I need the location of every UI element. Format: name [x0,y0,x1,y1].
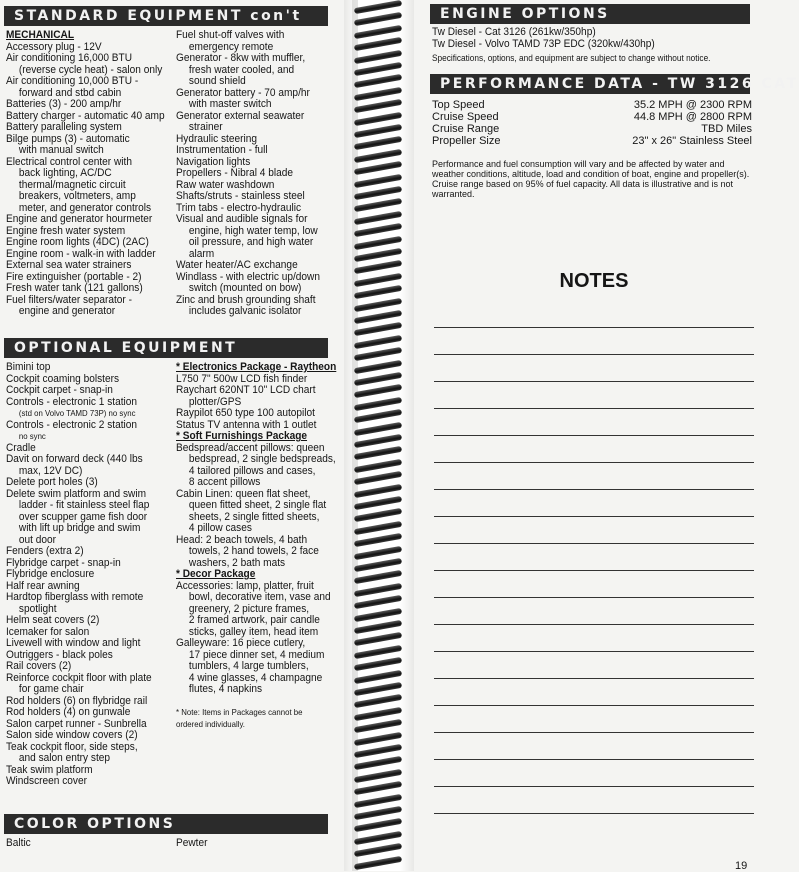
spiral-coil [354,793,402,807]
spiral-coil [354,570,402,584]
list-item: Fuel shut-off valves with [176,29,285,41]
spiral-coil [354,37,402,51]
list-item: 4 tailored pillows and cases, [188,464,316,477]
list-item: includes galvanic isolator [188,305,302,317]
list-item: Outriggers - black poles [6,648,113,661]
list-item: max, 12V DC) [18,464,83,477]
list-item: 17 piece dinner set, 4 medium [188,648,325,661]
list-item: Cabin Linen: queen flat sheet, [176,487,311,500]
spiral-coil [354,198,402,212]
spiral-coil [354,235,402,249]
notes-line [434,570,754,571]
list-item: External sea water strainers [6,259,132,271]
list-item: * Note: Items in Packages cannot be [176,707,303,717]
list-item: Navigation lights [176,155,251,168]
spiral-coil [354,669,402,683]
list-item: Shafts/struts - stainless steel [176,190,305,202]
standard-equipment-col2 [176,30,320,318]
notes-line [434,381,754,382]
list-item: Engine room - walk-in with ladder [6,247,156,260]
performance-row [432,123,752,135]
spiral-coil [354,831,402,845]
spiral-coil [354,545,402,559]
list-item: Teak cockpit floor, side steps, [6,740,138,753]
notes-line [434,489,754,490]
spiral-coil [354,74,402,88]
spiral-coil [354,397,402,411]
notes-line [434,786,754,787]
spiral-coil [354,694,402,708]
list-item: Livewell with window and light [6,637,141,649]
list-item: L750 7" 500w LCD fish finder [176,372,308,385]
list-item: switch (mounted on bow) [188,282,302,294]
list-item: Generator - 8kw with muffler, [176,52,306,64]
spiral-coil [354,260,402,274]
color-option-pewter: Pewter [176,837,208,849]
list-item: Controls - electronic 2 station [6,418,138,431]
list-item: Raychart 620NT 10" LCD chart [176,384,316,396]
spiral-coil [354,471,402,485]
list-item: for game chair [18,683,84,695]
spiral-coil [354,161,402,175]
list-item: Electrical control center with [6,155,132,168]
list-item: Head: 2 beach towels, 4 bath [176,533,308,546]
list-item: Raw water washdown [176,178,275,191]
list-item: ordered individually. [176,718,245,729]
list-item: bedspread, 2 single bedspreads, [188,453,336,465]
notes-line [434,327,754,328]
performance-value: 44.8 MPH @ 2800 RPM [633,111,752,123]
list-item: * Electronics Package - Raytheon [176,361,337,373]
spiral-coil [354,657,402,671]
spiral-coil [354,607,402,621]
performance-row [432,135,752,147]
list-item: ladder - fit stainless steel flap [18,499,150,511]
list-item: Galleyware: 16 piece cutlery, [176,637,306,649]
performance-note: Performance and fuel consumption will vary and be affected by water and weather conditions, altitude, load and condition of boat, engine and propeller(s). Cruise range based on 95% of fuel capacity. All data is illustrative and is not warranted. [432,159,750,199]
engine-options-header: ENGINE OPTIONS [430,4,750,24]
list-item: Hardtop fiberglass with remote [6,591,144,603]
list-item: sheets, 2 single fitted sheets, [188,510,320,523]
notes-line [434,732,754,733]
list-item: forward and stbd cabin [18,86,122,99]
list-item: thermal/magnetic circuit [18,178,126,191]
list-item: flutes, 4 napkins [188,683,263,695]
list-item: Salon side window covers (2) [6,729,138,741]
list-item: Controls - electronic 1 station [6,395,138,408]
notes-line [434,435,754,436]
list-item: Zinc and brush grounding shaft [176,293,316,306]
spiral-coil [354,173,402,187]
list-item: engine and generator [18,305,116,317]
list-item: (std on Volvo TAMD 73P) no sync [18,408,136,418]
performance-value: 35.2 MPH @ 2300 RPM [633,99,752,111]
list-item: Fuel filters/water separator - [6,293,132,306]
list-item: Trim tabs - electro-hydraulic [176,201,302,214]
list-item: Generator battery - 70 amp/hr [176,86,310,99]
list-item: out door [18,533,57,546]
list-item: with manual switch [18,144,104,156]
list-item: Battery paralleling system [6,121,122,133]
list-item: with master switch [188,98,272,110]
list-item: 4 pillow cases [188,522,252,534]
list-item: * Soft Furnishings Package [176,430,308,442]
list-item: Generator external seawater [176,109,305,122]
list-item: no sync [18,431,46,441]
list-item: oil pressure, and high water [188,236,314,248]
list-item: greenery, 2 picture frames, [188,602,310,615]
spiral-coil [354,781,402,795]
list-item: washers, 2 bath mats [188,556,286,569]
performance-label: Cruise Range [432,123,500,135]
page-number: 19 [735,860,748,872]
performance-label: Propeller Size [432,135,501,147]
spiral-coil [354,136,402,150]
list-item: 4 wine glasses, 4 champagne [188,671,323,684]
list-item: Windscreen cover [6,775,88,787]
list-item: meter, and generator controls [18,201,152,214]
color-options-header: COLOR OPTIONS [4,814,328,834]
list-item: Rail covers (2) [6,660,72,672]
spiral-coil [354,273,402,287]
engine-options-note: Specifications, options, and equipment are subject to change without notice. [432,53,711,63]
spiral-coil [354,595,402,609]
engine-option: Tw Diesel - Volvo TAMD 73P EDC (320kw/430hp) [432,37,655,50]
list-item: Instrumentation - full [176,144,268,156]
optional-equipment-header: OPTIONAL EQUIPMENT [4,338,328,358]
list-item: Battery charger - automatic 40 amp [6,109,165,122]
notes-line [434,678,754,679]
list-item: sound shield [188,75,246,87]
spiral-coil [354,769,402,783]
list-item: bowl, decorative item, vase and [188,591,331,603]
engine-option: Tw Diesel - Cat 3126 (261kw/350hp) [432,26,596,38]
performance-row [432,99,752,111]
list-item: Fresh water tank (121 gallons) [6,282,143,294]
list-item: Accessories: lamp, platter, fruit [176,579,314,592]
list-item [176,696,336,708]
left-page [0,0,344,871]
spiral-coil [354,483,402,497]
spiral-coil [354,508,402,522]
notes-line [434,624,754,625]
list-item: (reverse cycle heat) - salon only [18,63,163,76]
list-item: Status TV antenna with 1 outlet [176,418,317,431]
list-item: * Decor Package [176,568,256,580]
spiral-coil [354,533,402,547]
spiral-coil [354,111,402,125]
spiral-coil [354,12,402,26]
notes-line [434,516,754,517]
list-item: Salon carpet runner - Sunbrella [6,717,147,730]
spiral-coil [354,384,402,398]
list-item: over scupper game fish door [18,510,148,523]
list-item: Delete swim platform and swim [6,487,147,500]
performance-row [432,111,752,123]
list-item: Rod holders (6) on flybridge rail [6,694,148,707]
notes-line [434,651,754,652]
spiral-coil [354,583,402,597]
list-item: Visual and audible signals for [176,213,308,225]
list-item: Helm seat covers (2) [6,614,100,626]
standard-equipment-header: STANDARD EQUIPMENT con't [4,6,328,26]
performance-data-header: PERFORMANCE DATA - TW 3126 CAT [430,74,750,94]
list-item: spotlight [18,602,57,615]
list-item: 8 accent pillows [188,476,261,488]
spiral-coil [354,285,402,299]
spiral-coil [354,843,402,857]
list-item: sticks, galley item, head item [188,625,319,638]
spiral-coil [354,855,402,869]
list-item: Windlass - with electric up/down [176,270,320,283]
list-item: Delete port holes (3) [6,476,98,488]
notes-line [434,408,754,409]
notes-line [434,759,754,760]
list-item: Cradle [6,441,36,454]
list-item: Half rear awning [6,579,80,592]
performance-value: TBD Miles [701,123,752,135]
list-item: Engine and generator hourmeter [6,213,153,225]
spiral-coil [354,149,402,163]
list-item: Fenders (extra 2) [6,545,84,557]
spiral-coil [354,335,402,349]
list-item: Cockpit coaming bolsters [6,372,120,385]
list-item: Rod holders (4) on gunwale [6,706,131,718]
list-item: Propellers - Nibral 4 blade [176,167,293,179]
spiral-coil [354,459,402,473]
list-item: engine, high water temp, low [188,224,318,237]
list-item: Teak swim platform [6,763,93,776]
color-option-baltic: Baltic [6,837,31,849]
spiral-coil [354,359,402,373]
optional-equipment-col1 [6,362,152,788]
spiral-coil [354,719,402,733]
spiral-coil [354,645,402,659]
spiral-coil [354,211,402,225]
performance-label: Cruise Speed [432,111,499,123]
list-item: MECHANICAL [6,29,75,41]
spiral-binding [344,0,414,871]
notes-line [434,813,754,814]
spiral-coil [354,421,402,435]
notes-line [434,354,754,355]
list-item: Reinforce cockpit floor with plate [6,671,152,684]
list-item: Icemaker for salon [6,625,90,638]
list-item: plotter/GPS [188,395,242,408]
spiral-coil [354,707,402,721]
list-item: 2 framed artwork, pair candle [188,614,320,626]
list-item: Flybridge carpet - snap-in [6,556,121,569]
list-item: fresh water cooled, and [188,63,295,76]
spiral-coil [354,756,402,770]
list-item: Flybridge enclosure [6,568,95,580]
list-item: tumblers, 4 large tumblers, [188,660,309,672]
list-item: Engine fresh water system [6,224,126,237]
notes-line [434,462,754,463]
list-item: Water heater/AC exchange [176,259,298,271]
list-item: strainer [188,121,223,133]
list-item: Davit on forward deck (440 lbs [6,453,143,465]
spiral-coil [354,322,402,336]
list-item: Cockpit carpet - snap-in [6,384,113,396]
spiral-coil [354,446,402,460]
performance-data-table [432,99,752,147]
list-item: and salon entry step [18,752,111,764]
spiral-coil [354,49,402,63]
notes-line [434,705,754,706]
performance-value: 23" x 26" Stainless Steel [632,135,752,147]
spiral-coil [354,87,402,101]
list-item: alarm [188,247,215,260]
spiral-coil [354,347,402,361]
list-item: Bimini top [6,361,51,373]
list-item: Engine room lights (4DC) (2AC) [6,236,149,248]
notes-title: NOTES [559,270,629,292]
spiral-coil [354,818,402,832]
list-item: Raypilot 650 type 100 autopilot [176,407,315,419]
spiral-coil [354,521,402,535]
list-item: Accessory plug - 12V [6,40,102,53]
notes-line [434,543,754,544]
spiral-coil [354,25,402,39]
list-item: Hydraulic steering [176,132,258,145]
list-item: emergency remote [188,40,274,53]
spiral-coil [354,731,402,745]
list-item: Fire extinguisher (portable - 2) [6,270,142,283]
list-item: Air conditioning 16,000 BTU [6,52,133,64]
spiral-coil [354,409,402,423]
spiral-coil [354,99,402,113]
notes-line [434,597,754,598]
list-item: Air conditioning 10,000 BTU - [6,75,139,87]
list-item: with lift up bridge and swim [18,522,141,534]
spiral-coil [354,297,402,311]
standard-equipment-col1 [6,30,165,318]
optional-equipment-col2 [176,362,336,730]
spiral-coil [354,632,402,646]
list-item: queen fitted sheet, 2 single flat [188,499,327,511]
list-item: Bilge pumps (3) - automatic [6,132,130,145]
spiral-coil [354,223,402,237]
engine-options-list [432,27,710,65]
list-item: back lighting, AC/DC [18,167,112,179]
list-item: Batteries (3) - 200 amp/hr [6,98,122,110]
list-item: breakers, voltmeters, amp [18,190,136,202]
performance-label: Top Speed [432,99,485,111]
list-item: Bedspread/accent pillows: queen [176,441,325,454]
list-item: towels, 2 hand towels, 2 face [188,545,319,557]
